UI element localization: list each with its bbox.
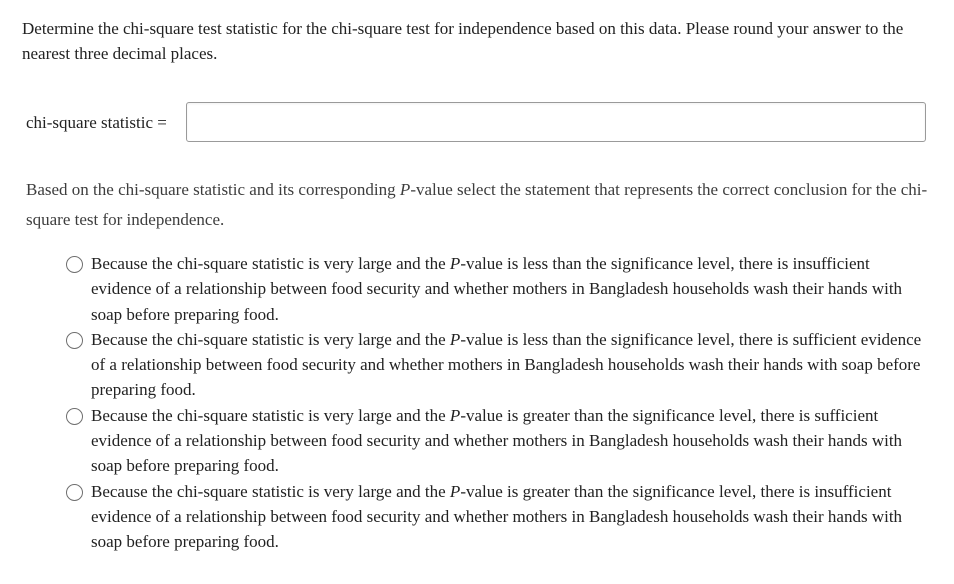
p-symbol: P [399,180,411,199]
option-1-before: Because the chi-square statistic is very large and the [91,254,450,273]
conclusion-option-4[interactable] [66,479,936,555]
option-label-2 [91,327,931,403]
conclusion-option-3[interactable] [66,403,936,479]
p-symbol: P [449,254,461,273]
option-1-after: -value is less than the significance level, there is insufficient evidence of a relationship between food security and whether mothers in Bangladesh households wash their hands with soap before preparing food. [91,254,903,324]
instruction-before: Based on the chi-square statistic and its corresponding [26,180,400,199]
conclusion-option-2[interactable] [66,327,936,403]
radio-button-3[interactable] [66,408,83,425]
option-3-before: Because the chi-square statistic is very large and the [91,405,450,425]
option-label-3 [91,403,931,479]
chi-square-statistic-label: chi-square statistic = [26,113,167,132]
question-text: Determine the chi-square test statistic for the chi-square test for independence based on this data. Please round your answer to the nearest three decimal places. [22,19,904,63]
radio-button-4[interactable] [66,484,83,501]
option-4-before: Because the chi-square statistic is very large and the [91,481,450,501]
conclusion-option-1[interactable] [66,251,936,327]
option-label-1 [91,251,931,327]
option-label-4 [91,479,931,555]
p-symbol: P [449,481,461,501]
option-2-after: -value is less than the significance level, there is sufficient evidence of a relationship between food security and whether mothers in Bangladesh households wash their hands with soap before preparing food. [91,329,922,400]
option-2-before: Because the chi-square statistic is very large and the [91,329,450,349]
option-4-after: -value is greater than the significance level, there is insufficient evidence of a relationship between food security and whether mothers in Bangladesh households wash their hands with soap before preparing food. [91,481,903,552]
instruction-after: -value select the statement that represents the correct conclusion for the chi-square test for independence. [26,180,928,229]
p-symbol: P [449,329,461,349]
instruction-text [26,175,931,235]
option-3-after: -value is greater than the significance level, there is sufficient evidence of a relationship between food security and whether mothers in Bangladesh households wash their hands with soap before preparing food. [91,405,903,476]
chi-square-statistic-input[interactable] [186,102,926,142]
conclusion-options [66,251,936,555]
radio-button-1[interactable] [66,256,83,273]
p-symbol: P [449,405,461,425]
radio-button-2[interactable] [66,332,83,349]
answer-row [26,102,928,144]
